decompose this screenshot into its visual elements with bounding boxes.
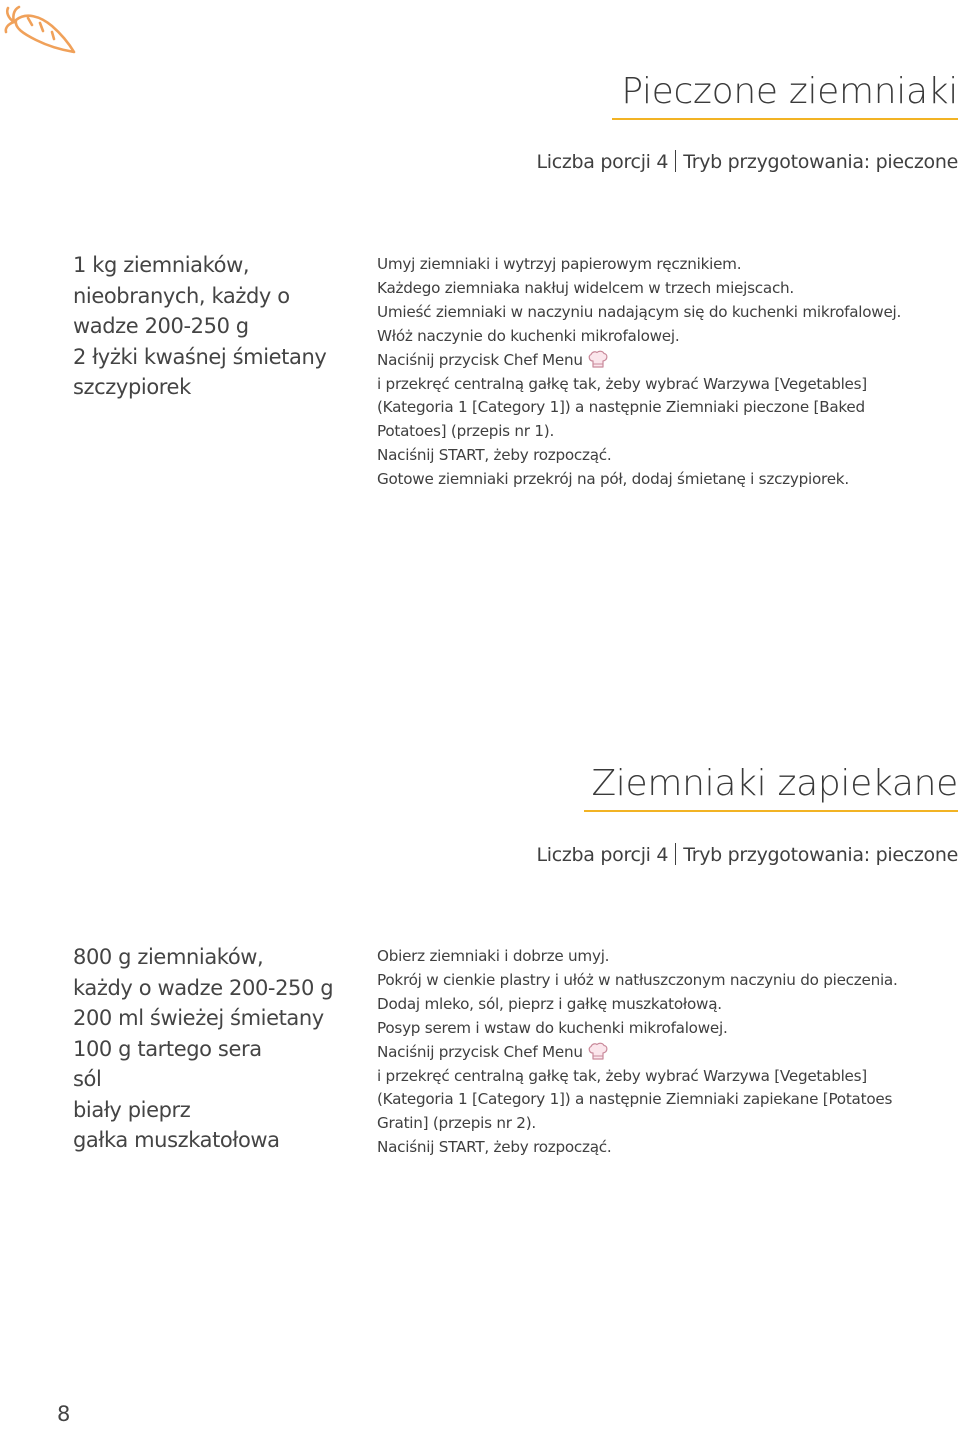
ingredients-list — [73, 250, 326, 403]
chef-hat-icon — [587, 1042, 609, 1061]
cooking-mode-label: Tryb przygotowania: pieczone — [683, 844, 958, 866]
ingredient-line: 1 kg ziemniaków, — [73, 253, 250, 277]
instruction-line: Naciśnij START, żeby rozpocząć. — [377, 1138, 612, 1157]
instruction-line: Dodaj mleko, sól, pieprz i gałkę muszkatołową. — [377, 994, 722, 1013]
instruction-line — [377, 1041, 957, 1065]
instruction-line: Pokrój w cienkie plastry i ułóż w natłuszczonym naczyniu do pieczenia. — [377, 970, 898, 989]
ingredient-line: sól — [73, 1067, 102, 1091]
ingredient-line: wadze 200-250 g — [73, 314, 249, 338]
chef-hat-icon — [587, 350, 609, 369]
ingredient-line: każdy o wadze 200-250 g — [73, 975, 334, 1000]
ingredient-line: szczypiorek — [73, 375, 191, 399]
instruction-line: i przekręć centralną gałkę tak, żeby wybrać Warzywa [Vegetables] — [377, 374, 867, 393]
servings-label: Liczba porcji 4 — [536, 844, 669, 866]
meta-divider — [675, 150, 676, 172]
ingredient-line: biały pieprz — [73, 1097, 191, 1122]
instruction-line: (Kategoria 1 [Category 1]) a następnie Ziemniaki pieczone [Baked — [377, 398, 865, 417]
ingredients-list — [73, 942, 333, 1156]
ingredient-line: 2 łyżki kwaśnej śmietany — [73, 344, 327, 369]
recipe-title: Pieczone ziemniaki — [621, 71, 958, 112]
meta-divider — [675, 843, 676, 865]
instruction-line: Umyj ziemniaki i wytrzyj papierowym ręcznikiem. — [377, 255, 742, 273]
title-underline — [584, 810, 958, 812]
instruction-line: i przekręć centralną gałkę tak, żeby wybrać Warzywa [Vegetables] — [377, 1066, 867, 1085]
instruction-line: Włóż naczynie do kuchenki mikrofalowej. — [377, 326, 680, 345]
instruction-line: Posyp serem i wstaw do kuchenki mikrofalowej. — [377, 1018, 728, 1037]
instruction-line: Gotowe ziemniaki przekrój na pół, dodaj śmietanę i szczypiorek. — [377, 470, 849, 489]
recipe-title: Ziemniaki zapiekane — [591, 763, 958, 804]
instruction-line: Umieść ziemniaki w naczyniu nadającym się do kuchenki mikrofalowej. — [377, 302, 902, 321]
instruction-line: Gratin] (przepis nr 2). — [377, 1114, 536, 1133]
instruction-line: Potatoes] (przepis nr 1). — [377, 422, 555, 441]
instruction-line: Każdego ziemniaka nakłuj widelcem w trzech miejscach. — [377, 278, 795, 297]
instruction-text: Naciśnij przycisk Chef Menu — [377, 350, 583, 369]
ingredient-line: 800 g ziemniaków, — [73, 945, 264, 969]
ingredient-line: gałka muszkatołowa — [73, 1128, 280, 1152]
page-number: 8 — [57, 1402, 71, 1426]
instruction-line: (Kategoria 1 [Category 1]) a następnie Ziemniaki zapiekane [Potatoes — [377, 1090, 893, 1109]
cooking-mode-label: Tryb przygotowania: pieczone — [683, 151, 958, 173]
instruction-line — [377, 349, 957, 373]
ingredient-line: nieobranych, każdy o — [73, 283, 290, 308]
recipe-meta — [536, 150, 958, 173]
ingredient-line: 100 g tartego sera — [73, 1036, 262, 1061]
instructions-list — [377, 945, 957, 1160]
instruction-line: Naciśnij START, żeby rozpocząć. — [377, 446, 612, 465]
instruction-text: Naciśnij przycisk Chef Menu — [377, 1042, 583, 1061]
ingredient-line: 200 ml świeżej śmietany — [73, 1006, 324, 1030]
instructions-list — [377, 253, 957, 492]
recipe-meta — [536, 843, 958, 866]
title-underline — [612, 118, 958, 120]
carrot-icon — [2, 2, 78, 58]
servings-label: Liczba porcji 4 — [536, 151, 669, 173]
instruction-line: Obierz ziemniaki i dobrze umyj. — [377, 947, 610, 965]
